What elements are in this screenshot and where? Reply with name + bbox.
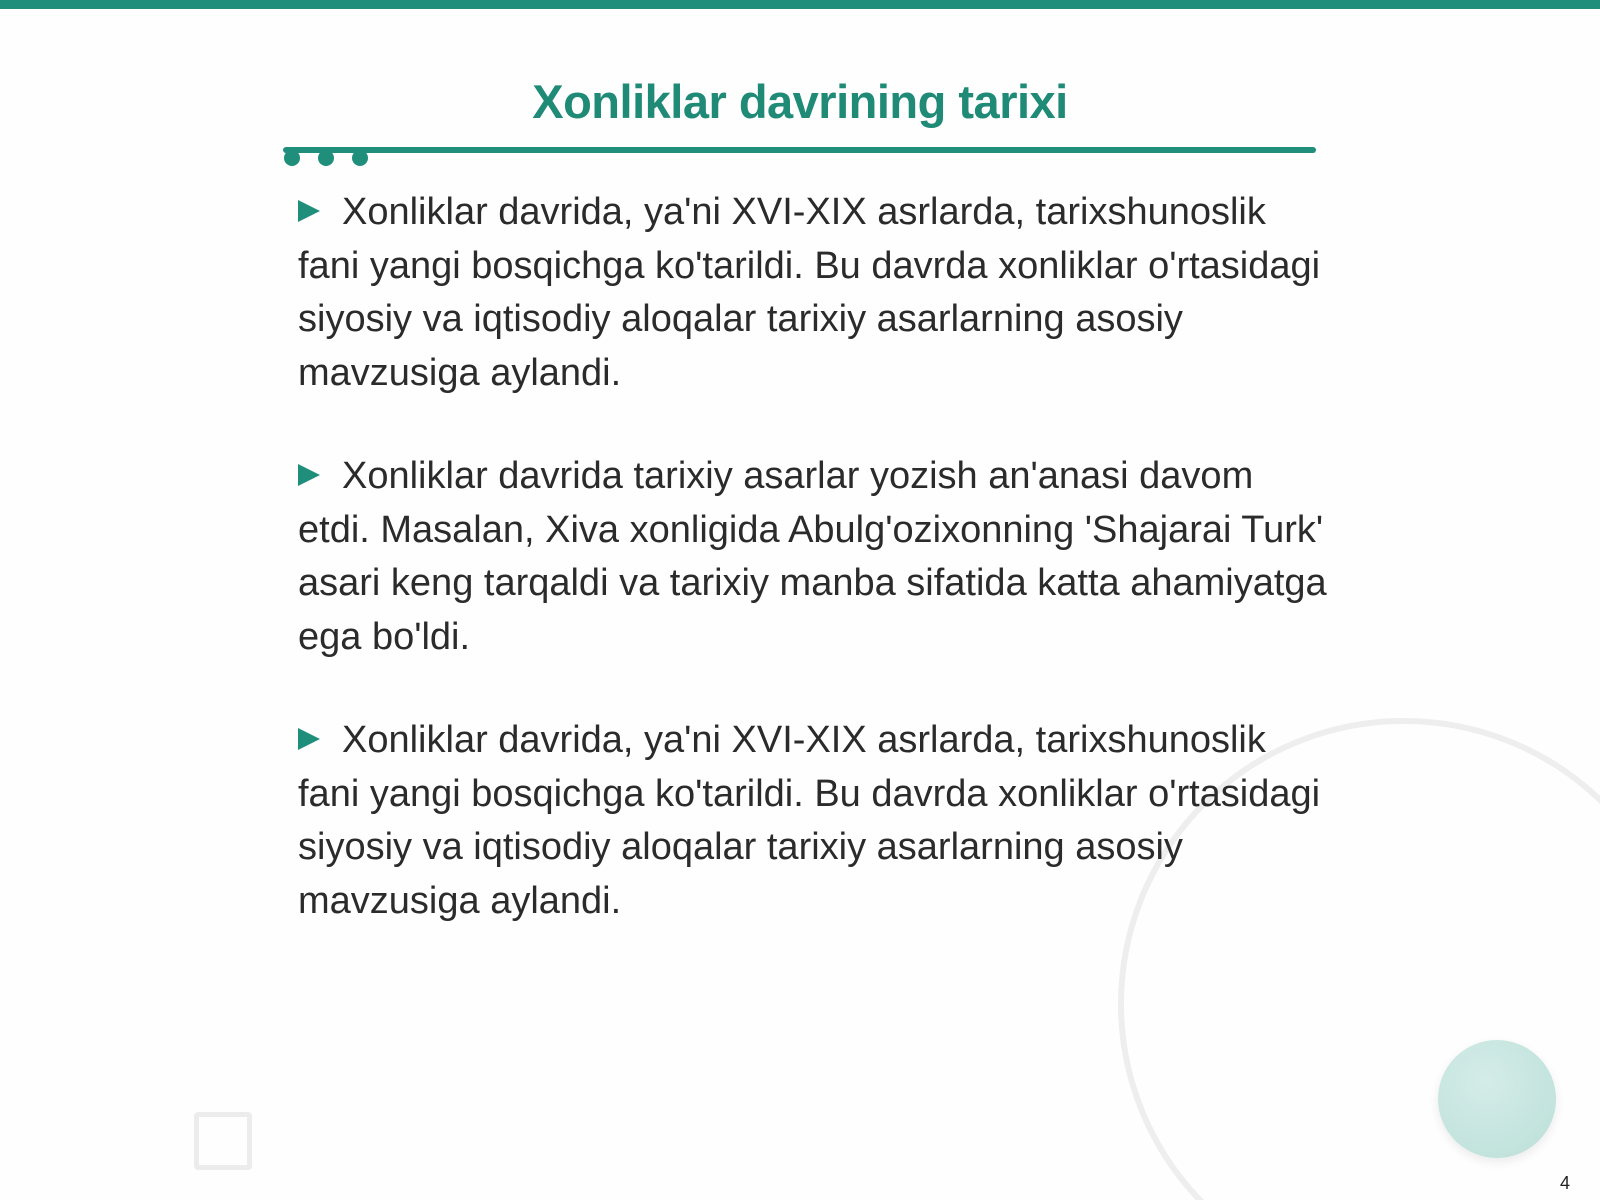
decorative-dot <box>352 150 368 166</box>
bullet-text: Xonliklar davrida, ya'ni XVI-XIX asrlarda, tarixshunoslik fani yangi bosqichga ko'tarildi. Bu davrda xonliklar o'rtasidagi siyosiy va iqtisodiy aloqalar tarixiy asarlarning asosiy mavzusiga aylandi. <box>298 719 1321 922</box>
top-accent-bar <box>0 0 1600 9</box>
decorative-dot <box>318 150 334 166</box>
decorative-dot <box>284 150 300 166</box>
bullet-item <box>298 714 1328 928</box>
triangle-right-icon <box>298 728 320 750</box>
decorative-square <box>194 1112 252 1170</box>
decorative-bubble <box>1438 1040 1556 1158</box>
page-number: 4 <box>1559 1173 1570 1193</box>
triangle-right-icon <box>298 464 320 486</box>
slide-title: Xonliklar davrining tarixi <box>532 75 1068 128</box>
triangle-right-icon <box>298 200 320 222</box>
bullet-item <box>298 186 1328 400</box>
bullet-list <box>298 186 1328 978</box>
bullet-text: Xonliklar davrida tarixiy asarlar yozish an'anasi davom etdi. Masalan, Xiva xonligida Abulg'ozixonning 'Shajarai Turk' asari keng tarqaldi va tarixiy manba sifatida katta ahamiyatga ega bo'ldi. <box>298 455 1327 658</box>
title-underline <box>283 147 1316 153</box>
bullet-text: Xonliklar davrida, ya'ni XVI-XIX asrlarda, tarixshunoslik fani yangi bosqichga ko'tarildi. Bu davrda xonliklar o'rtasidagi siyosiy va iqtisodiy aloqalar tarixiy asarlarning asosiy mavzusiga aylandi. <box>298 191 1321 394</box>
bullet-item <box>298 450 1328 664</box>
